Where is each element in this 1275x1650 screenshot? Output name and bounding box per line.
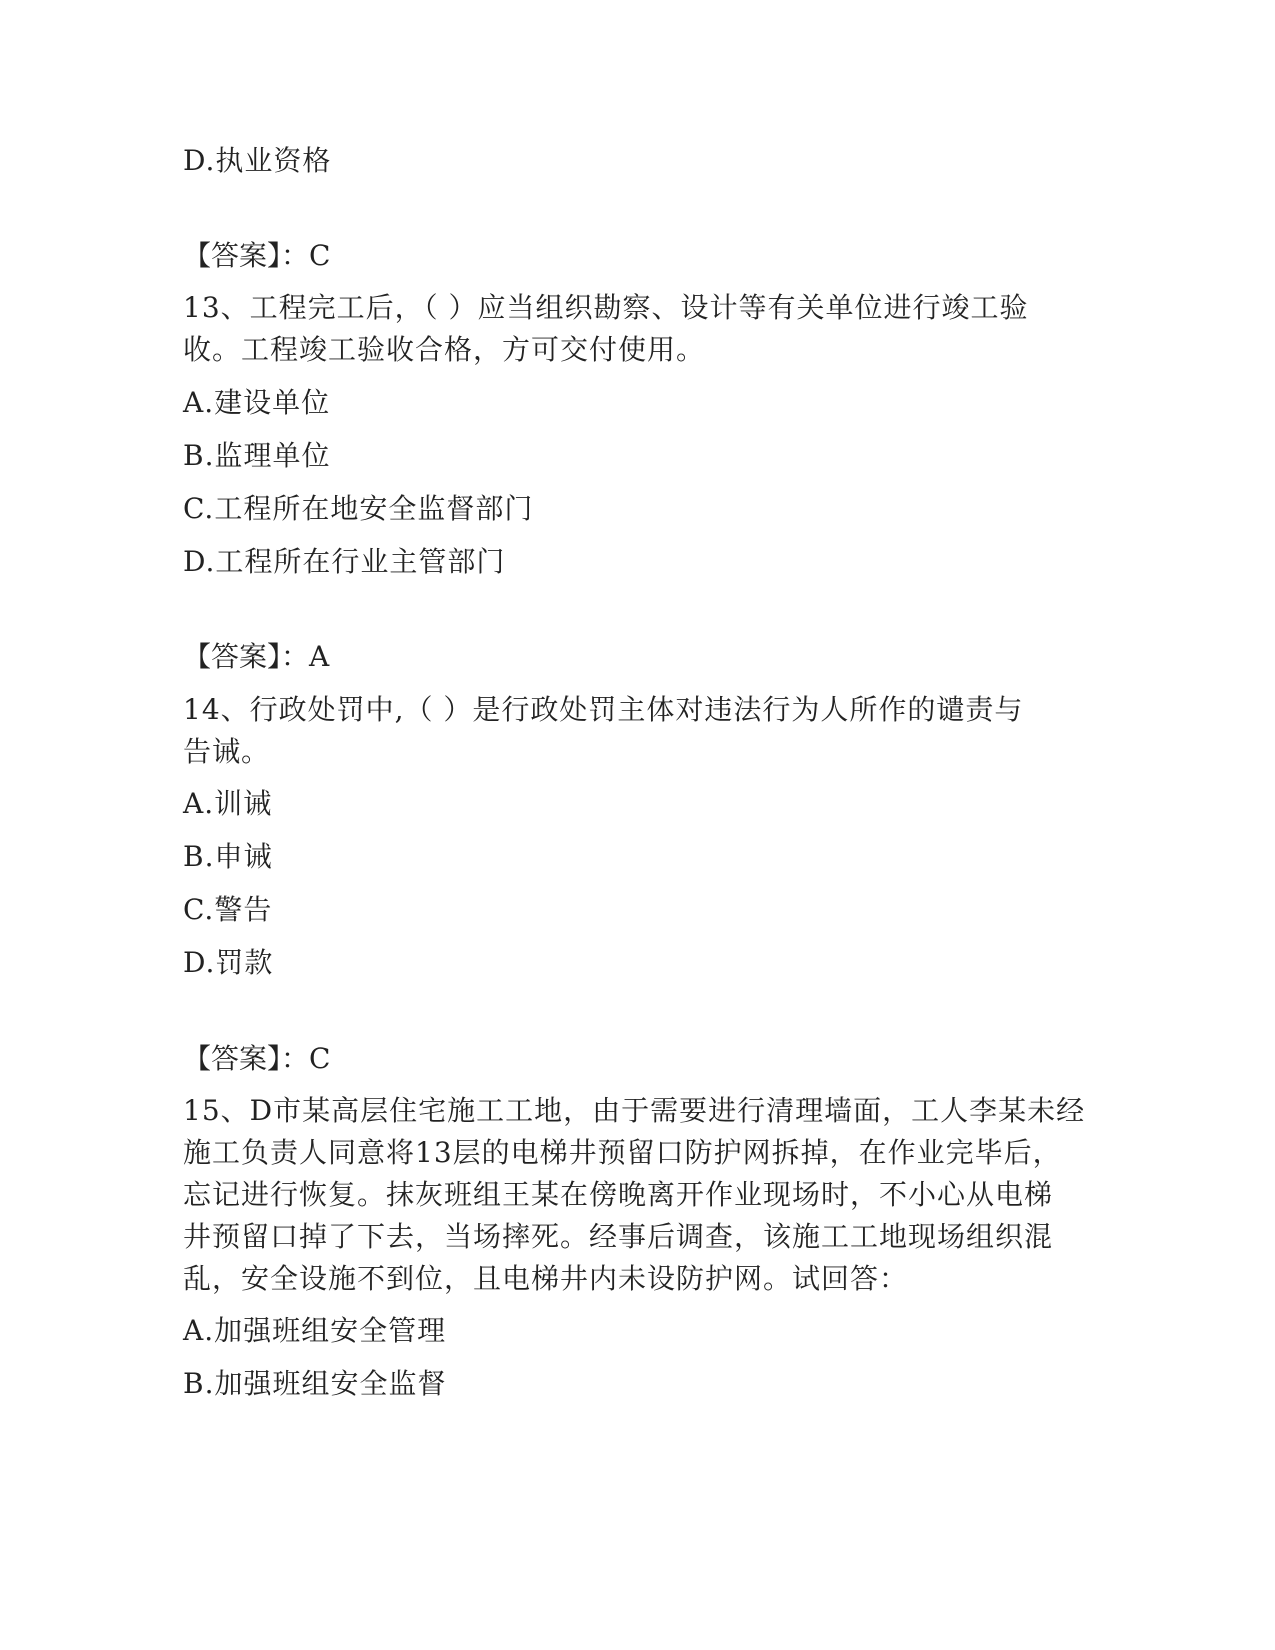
q15-stem-line4: 井预留口掉了下去，当场摔死。经事后调查，该施工工地现场组织混 xyxy=(183,1220,1054,1253)
q14-option-d: D.罚款 xyxy=(183,946,274,979)
q13-option-a: A.建设单位 xyxy=(183,386,331,419)
q12-option-d: D.执业资格 xyxy=(183,144,332,177)
q12-answer: 【答案】：C xyxy=(183,239,331,272)
q14-stem-line1: 14、行政处罚中,（ ）是行政处罚主体对违法行为人所作的谴责与 xyxy=(183,693,1024,726)
q14-answer: 【答案】：C xyxy=(183,1042,331,1075)
q14-option-c: C.警告 xyxy=(183,893,273,926)
q14-stem-line2: 告诫。 xyxy=(183,735,271,768)
q14-option-b: B.申诫 xyxy=(183,840,273,873)
q15-option-a: A.加强班组安全管理 xyxy=(183,1314,447,1347)
q15-stem-line1: 15、D市某高层住宅施工工地，由于需要进行清理墙面，工人李某未经 xyxy=(183,1094,1086,1127)
q13-option-b: B.监理单位 xyxy=(183,439,331,472)
q15-stem-line2: 施工负责人同意将13层的电梯井预留口防护网拆掉，在作业完毕后， xyxy=(183,1136,1062,1169)
q14-option-a: A.训诫 xyxy=(183,787,273,820)
q13-option-c: C.工程所在地安全监督部门 xyxy=(183,492,534,525)
q15-stem-line5: 乱，安全设施不到位，且电梯井内未设防护网。试回答： xyxy=(183,1262,909,1295)
q13-answer: 【答案】：A xyxy=(183,640,330,673)
q13-option-d: D.工程所在行业主管部门 xyxy=(183,545,506,578)
q15-option-b: B.加强班组安全监督 xyxy=(183,1367,447,1400)
q13-stem-line2: 收。工程竣工验收合格，方可交付使用。 xyxy=(183,333,706,366)
q15-stem-line3: 忘记进行恢复。抹灰班组王某在傍晚离开作业现场时，不小心从电梯 xyxy=(183,1178,1054,1211)
q13-stem-line1: 13、工程完工后，（ ）应当组织勘察、设计等有关单位进行竣工验 xyxy=(183,291,1029,324)
